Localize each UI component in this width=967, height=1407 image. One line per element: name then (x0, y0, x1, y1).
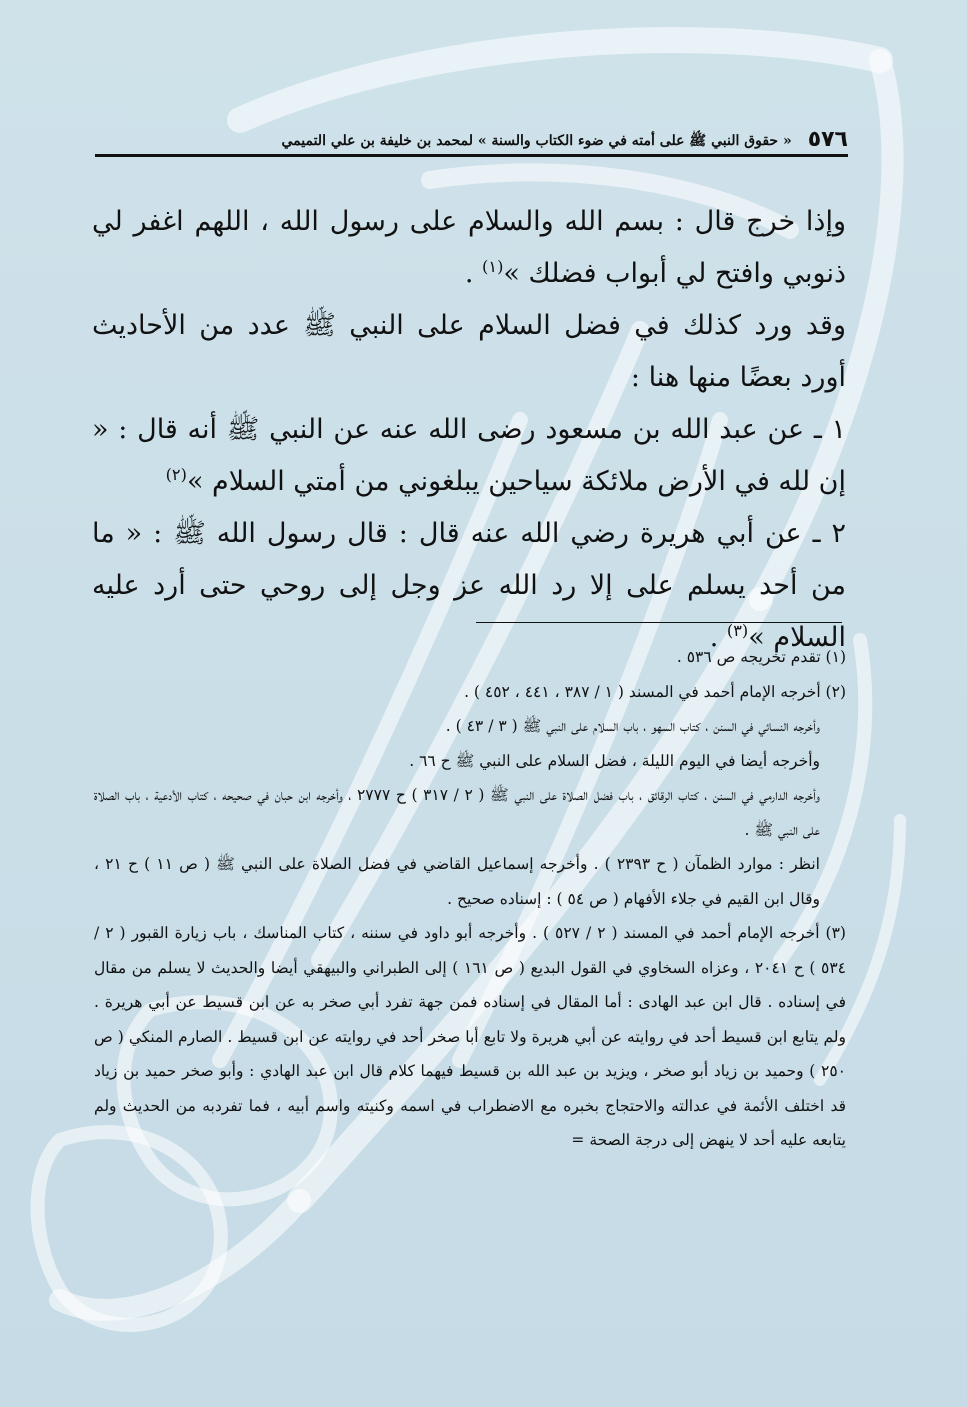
footnote-1: (١) تقدم تخريجه ص ٥٣٦ . (676, 648, 846, 666)
page-number: ٥٧٦ (807, 127, 848, 152)
paragraph-text: وإذا خرج قال : بسم الله والسلام على رسول الله ، اللهم اغفر لي ذنوبي وافتح لي أبواب فضلك » (92, 206, 846, 289)
footnote-separator (476, 622, 842, 623)
footnote-ref: (٣) (726, 621, 749, 640)
paragraph (92, 196, 846, 300)
footnote-2-continuation: وأخرجه أيضا في اليوم الليلة ، فضل السلام على النبي ﷺ ح ٦٦ . (409, 751, 820, 770)
main-text (92, 196, 846, 664)
footnote-ref: (٢) (165, 465, 187, 484)
running-header (95, 118, 848, 157)
footnote-ref: (١) (482, 257, 504, 276)
punctuation: . (709, 622, 727, 653)
paragraph-text: ١ ـ عن عبد الله بن مسعود رضى الله عنه عن النبي ﷺ أنه قال : « إن لله في الأرض ملائكة سياحين يبلغوني من أمتي السلام » (92, 414, 846, 497)
footnote-2-continuation: وأخرجه النسائي في السنن ، كتاب السهو ، باب السلام على النبي ﷺ ( ٣ / ٤٣ ) . (445, 717, 820, 735)
paragraph: وقد ورد كذلك في فضل السلام على النبي ﷺ عدد من الأحاديث أورد بعضًا منها هنا : (92, 310, 846, 393)
running-title: « حقوق النبي ﷺ على أمته في ضوء الكتاب والسنة » لمحمد بن خليفة بن علي التميمي (281, 133, 792, 149)
paragraph (92, 404, 846, 508)
footnote-2-continuation: انظر : موارد الظمآن ( ح ٢٣٩٣ ) . وأخرجه إسماعيل القاضي في فضل الصلاة على النبي ﷺ ( ص ١١ ) ح ٢١ ، وقال ابن القيم في جلاء الأفهام ( ص ٥٤ ) : إسناده صحيح . (94, 855, 820, 908)
paragraph-text: ٢ ـ عن أبي هريرة رضي الله عنه قال : قال رسول الله ﷺ : « ما من أحد يسلم على إلا رد الله عز وجل إلى روحي حتى أرد عليه السلام » (92, 518, 846, 653)
footnotes (94, 640, 846, 1158)
footnote-2-continuation: وأخرجه الدارمي في السنن ، كتاب الرقائق ، باب فضل الصلاة على النبي ﷺ ( ٢ / ٣١٧ ) ح ٢٧٧٧ ، وأخرجه ابن حبان في صحيحه ، كتاب الأدعية ، باب الصلاة على النبي ﷺ . (94, 786, 820, 839)
footnote-3: (٣) أخرجه الإمام أحمد في المسند ( ٢ / ٥٢٧ ) . وأخرجه أبو داود في سننه ، كتاب المناسك ، باب زيارة القبور ( ٢ / ٥٣٤ ) ح ٢٠٤١ ، وعزاه السخاوي في القول البديع ( ص ١٦١ ) إلى الطبراني والبيهقي أيضا والحديث لا يسلم من مقال في إسناده . قال ابن عبد الهادى : أما المقال في إسناده فمن جهة تفرد أبي صخر به عن ابن قسيط عن أبي هريرة . ولم يتابع ابن قسيط أحد في روايته عن أبي هريرة ولا تابع أبا صخر أحد في روايته عن ابن قسيط . الصارم المنكي ( ص ٢٥٠ ) وحميد بن زياد أبو صخر ، ويزيد بن عبد الله بن قسيط فيهما كلام قال ابن عبد الهادي : وأبو صخر حميد بن زياد قد اختلف الأئمة في عدالته والاحتجاج بخبره مع الاضطراب في اسمه وكنيته واسم أبيه ، فما تفردبه من الحديث ولم يتابعه عليه أحد لا ينهض إلى درجة الصحة = (94, 924, 847, 1149)
punctuation: . (464, 258, 483, 289)
footnote-2: (٢) أخرجه الإمام أحمد في المسند ( ١ / ٣٨٧ ، ٤٤١ ، ٤٥٢ ) . (464, 682, 846, 701)
